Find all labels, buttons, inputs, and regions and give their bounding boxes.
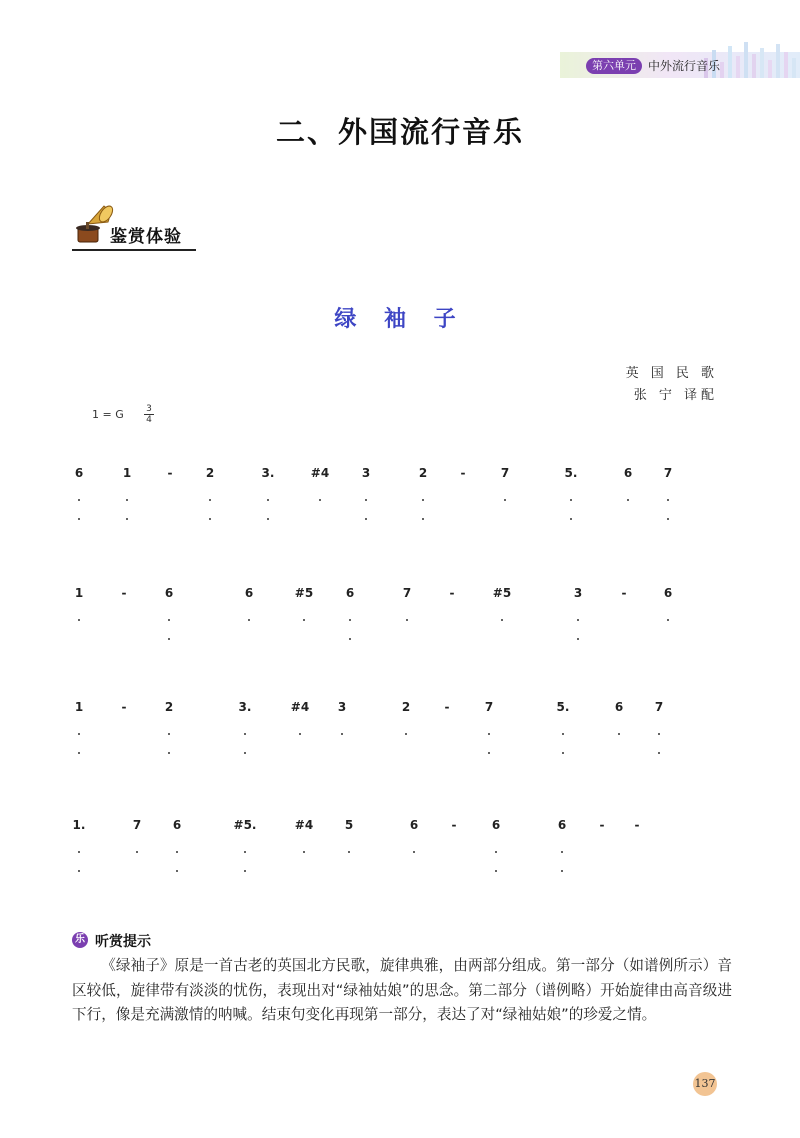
lyric-mark xyxy=(341,733,343,735)
octave-dot xyxy=(667,518,669,520)
lyric-mark xyxy=(413,851,415,853)
note: 2 xyxy=(401,700,411,714)
note: 6 xyxy=(244,586,254,600)
note: 1 xyxy=(74,586,84,600)
lyric-mark xyxy=(244,851,246,853)
octave-dot xyxy=(365,518,367,520)
lyric-mark xyxy=(405,733,407,735)
page-title: 二、外国流行音乐 xyxy=(275,115,524,149)
note: 6 xyxy=(409,818,419,832)
note: 6 xyxy=(663,586,673,600)
notation-row-4 xyxy=(0,818,800,898)
octave-dot xyxy=(658,752,660,754)
notation-row-1 xyxy=(0,466,800,546)
lyric-mark xyxy=(78,499,80,501)
octave-dot xyxy=(244,870,246,872)
note: 7 xyxy=(132,818,142,832)
octave-dot xyxy=(422,518,424,520)
lyric-mark xyxy=(244,733,246,735)
note: 1 xyxy=(74,700,84,714)
lyric-mark xyxy=(577,619,579,621)
note: 5. xyxy=(564,466,578,480)
lyric-mark xyxy=(248,619,250,621)
octave-dot xyxy=(244,752,246,754)
octave-dot xyxy=(267,518,269,520)
lyric-mark xyxy=(658,733,660,735)
octave-dot xyxy=(78,752,80,754)
octave-dot xyxy=(561,870,563,872)
note: 7 xyxy=(654,700,664,714)
time-signature xyxy=(144,404,154,425)
lyric-mark xyxy=(299,733,301,735)
octave-dot xyxy=(562,752,564,754)
note: 7 xyxy=(663,466,673,480)
note: 6 xyxy=(557,818,567,832)
note: 1. xyxy=(72,818,86,832)
note: 6 xyxy=(614,700,624,714)
song-title: 绿 袖 子 xyxy=(334,306,466,332)
lyric-mark xyxy=(627,499,629,501)
lyric-mark xyxy=(501,619,503,621)
octave-dot xyxy=(168,752,170,754)
lyric-mark xyxy=(495,851,497,853)
notation-row-3 xyxy=(0,700,800,780)
lyric-mark xyxy=(126,499,128,501)
sustain-dash: - xyxy=(451,818,457,832)
note: 6 xyxy=(345,586,355,600)
octave-dot xyxy=(488,752,490,754)
song-translator: 张 宁 译配 xyxy=(633,388,718,403)
note: 7 xyxy=(402,586,412,600)
note: #5 xyxy=(294,586,314,600)
sustain-dash: - xyxy=(621,586,627,600)
section-label: 鉴赏体验 xyxy=(110,227,182,247)
note: 5 xyxy=(344,818,354,832)
note: 3. xyxy=(238,700,252,714)
lyric-mark xyxy=(667,499,669,501)
octave-dot xyxy=(78,518,80,520)
lyric-mark xyxy=(209,499,211,501)
note: 3 xyxy=(573,586,583,600)
note: #5 xyxy=(492,586,512,600)
section-underline xyxy=(72,249,196,251)
sustain-dash: - xyxy=(449,586,455,600)
note: 3. xyxy=(261,466,275,480)
lyric-mark xyxy=(176,851,178,853)
note: #4 xyxy=(290,700,310,714)
note: #4 xyxy=(294,818,314,832)
lyric-mark xyxy=(78,851,80,853)
lyric-mark xyxy=(349,619,351,621)
lyric-mark xyxy=(570,499,572,501)
octave-dot xyxy=(176,870,178,872)
unit-title: 中外流行音乐 xyxy=(648,59,721,73)
key-signature: 1 = G xyxy=(92,408,124,421)
lyric-mark xyxy=(168,619,170,621)
note: 6 xyxy=(623,466,633,480)
lyric-mark xyxy=(303,619,305,621)
notation-row-2 xyxy=(0,586,800,666)
note: 5. xyxy=(556,700,570,714)
song-origin: 英 国 民 歌 xyxy=(625,366,718,381)
note: 6 xyxy=(164,586,174,600)
note: #5. xyxy=(233,818,257,832)
note: 6 xyxy=(491,818,501,832)
note: 3 xyxy=(361,466,371,480)
lyric-mark xyxy=(618,733,620,735)
sustain-dash: - xyxy=(121,586,127,600)
time-signature-top: 3 xyxy=(146,404,152,414)
note: 7 xyxy=(484,700,494,714)
lyric-mark xyxy=(667,619,669,621)
octave-dot xyxy=(209,518,211,520)
unit-badge: 第六单元 xyxy=(586,58,642,74)
lyric-mark xyxy=(267,499,269,501)
lyric-mark xyxy=(562,733,564,735)
lyric-mark xyxy=(504,499,506,501)
octave-dot xyxy=(495,870,497,872)
tips-heading: 听赏提示 xyxy=(95,934,151,950)
page-number: 137 xyxy=(693,1072,717,1096)
note: 6 xyxy=(74,466,84,480)
lyric-mark xyxy=(78,733,80,735)
sustain-dash: - xyxy=(167,466,173,480)
note: 2 xyxy=(418,466,428,480)
octave-dot xyxy=(126,518,128,520)
lyric-mark xyxy=(303,851,305,853)
lyric-mark xyxy=(78,619,80,621)
sustain-dash: - xyxy=(599,818,605,832)
sustain-dash: - xyxy=(444,700,450,714)
lyric-mark xyxy=(319,499,321,501)
note: 7 xyxy=(500,466,510,480)
note: 2 xyxy=(205,466,215,480)
lyric-mark xyxy=(136,851,138,853)
octave-dot xyxy=(570,518,572,520)
note: #4 xyxy=(310,466,330,480)
lyric-mark xyxy=(365,499,367,501)
sustain-dash: - xyxy=(460,466,466,480)
lyric-mark xyxy=(561,851,563,853)
note: 6 xyxy=(172,818,182,832)
sustain-dash: - xyxy=(121,700,127,714)
lyric-mark xyxy=(348,851,350,853)
lyric-mark xyxy=(168,733,170,735)
listening-tip-icon: 乐 xyxy=(72,932,88,948)
note: 1 xyxy=(122,466,132,480)
octave-dot xyxy=(577,638,579,640)
lyric-mark xyxy=(488,733,490,735)
lyric-mark xyxy=(422,499,424,501)
time-signature-bottom: 4 xyxy=(146,415,152,425)
sustain-dash: - xyxy=(634,818,640,832)
octave-dot xyxy=(349,638,351,640)
octave-dot xyxy=(78,870,80,872)
lyric-mark xyxy=(406,619,408,621)
note: 2 xyxy=(164,700,174,714)
octave-dot xyxy=(168,638,170,640)
tips-body: 《绿袖子》原是一首古老的英国北方民歌，旋律典雅，由两部分组成。第一部分（如谱例所示）音区较低，旋律带有淡淡的忧伤，表现出对“绿袖姑娘”的思念。第二部分（谱例略）开始旋律由高音级进下行，像是充满激情的呐喊。结束句变化再现第一部分，表达了对“绿袖姑娘”的珍爱之情。 xyxy=(72,957,732,1023)
note: 3 xyxy=(337,700,347,714)
